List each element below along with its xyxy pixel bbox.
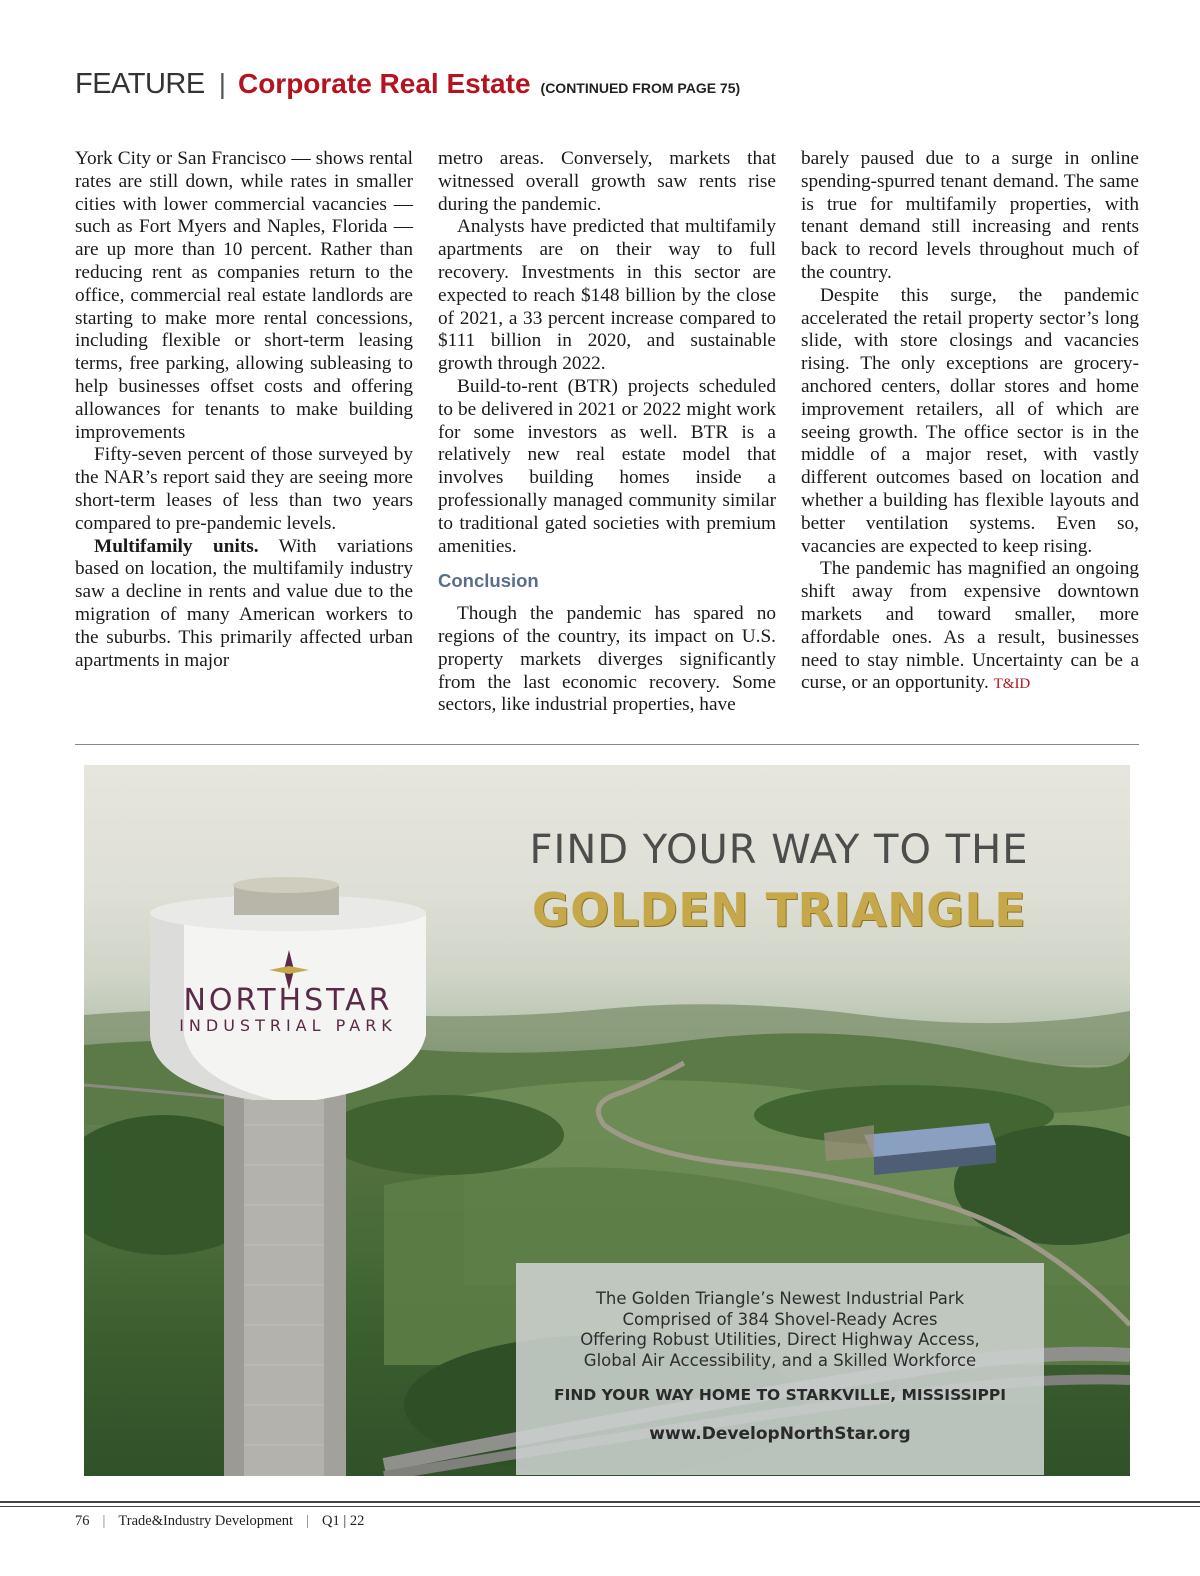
- logo-subtitle: INDUSTRIAL PARK: [179, 1016, 397, 1035]
- paragraph: York City or San Francisco — shows rental rates are still down, while rates in smaller cities with lower commercial vacancies — such as Fort Myers and Naples, Florida — are up more than 10 percent. Rather than reducing rent as companies return to the office, commercial real estate landlords are starting to make more rental concessions, including flexible or short-term leasing terms, free parking, allowing subleasing to help businesses offset costs and offering allowances for tenants to make building improvements: [75, 148, 413, 443]
- publication-name: Trade&Industry Development: [118, 1513, 294, 1529]
- footer-divider: |: [102, 1513, 106, 1529]
- article-column-3: [801, 148, 1139, 696]
- page-footer: [75, 1513, 364, 1530]
- article-column-1: [75, 148, 413, 672]
- paragraph: Fifty-seven percent of those surveyed by the NAR’s report said they are seeing more short-term leases of less than two years compared to pre-pandemic levels.: [75, 444, 413, 534]
- header-divider: |: [218, 68, 226, 99]
- paragraph: Though the pandemic has spared no regions of the country, its impact on U.S. property markets diverges significantly from the last economic recovery. Some sectors, like industrial properties, have: [438, 603, 776, 716]
- footer-rule: [0, 1506, 1200, 1507]
- ad-info-box: [516, 1263, 1044, 1475]
- paragraph: [801, 558, 1139, 696]
- paragraph: Analysts have predicted that multifamily apartments are on their way to full recovery. Investments in this sector are expected to reach $148 billion by the close of 2021, a 33 percent increase compared to $111 billion in 2020, and sustainable growth through 2022.: [438, 216, 776, 375]
- page-number: 76: [75, 1513, 90, 1529]
- run-in-heading: Multifamily units.: [94, 535, 259, 557]
- advertisement: [84, 765, 1130, 1476]
- paragraph: Despite this surge, the pandemic accelerated the retail property sector’s long slide, with store closings and vacancies rising. The only exceptions are grocery-anchored centers, dollar stores and home improvement retailers, all of which are seeing growth. The office sector is in the middle of a major reset, with vastly different outcomes based on location and whether a building has flexible layouts and better ventilation systems. Even so, vacancies are expected to keep rising.: [801, 284, 1139, 557]
- paragraph: [75, 536, 413, 673]
- ad-info-line: Comprised of 384 Shovel-Ready Acres: [622, 1309, 938, 1329]
- ad-info-line: Global Air Accessibility, and a Skilled Workforce: [583, 1350, 977, 1370]
- feature-label: FEATURE: [75, 68, 205, 100]
- ad-headline-2: GOLDEN TRIANGLE: [531, 883, 1027, 937]
- footer-rule: [0, 1501, 1200, 1503]
- paragraph: Build-to-rent (BTR) projects scheduled to be delivered in 2021 or 2022 might work for some investors as well. BTR is a relatively new real estate model that involves building homes inside a professionally managed community similar to traditional gated societies with premium amenities.: [438, 375, 776, 557]
- continued-note: (CONTINUED FROM PAGE 75): [540, 80, 741, 96]
- logo-name: NORTHSTAR: [183, 983, 393, 1018]
- section-divider: [75, 744, 1139, 745]
- ad-call-to-action: FIND YOUR WAY HOME TO STARKVILLE, MISSISSIPPI: [554, 1386, 1006, 1404]
- ad-info-line: The Golden Triangle’s Newest Industrial Park: [595, 1289, 965, 1308]
- ad-info-lines: [516, 1289, 1044, 1371]
- paragraph: metro areas. Conversely, markets that witnessed overall growth saw rents rise during the pandemic.: [438, 148, 776, 215]
- section-title: Corporate Real Estate: [237, 68, 531, 99]
- subheading-conclusion: Conclusion: [438, 570, 539, 592]
- ad-info-line: Offering Robust Utilities, Direct Highway Access,: [580, 1330, 980, 1349]
- end-mark: T&ID: [993, 676, 1031, 693]
- paragraph-text: The pandemic has magnified an ongoing shift away from expensive downtown markets and toward smaller, more affordable ones. As a result, businesses need to stay nimble. Uncertainty can be a curse, or an opportunity.: [801, 558, 1139, 694]
- article-column-2: [438, 148, 776, 717]
- paragraph-text: With variations based on location, the multifamily industry saw a decline in rents and value due to the migration of many American workers to the suburbs. This primarily affected urban apartments in major: [75, 535, 414, 671]
- footer-divider: |: [306, 1513, 309, 1529]
- paragraph: barely paused due to a surge in online spending-spurred tenant demand. The same is true for multifamily properties, with tenant demand still increasing and rents back to record levels throughout much of the country.: [801, 148, 1139, 283]
- ad-headline-1: FIND YOUR WAY TO THE: [529, 827, 1029, 873]
- ad-website-link[interactable]: www.DevelopNorthStar.org: [649, 1424, 911, 1444]
- issue-label: Q1 | 22: [321, 1513, 365, 1529]
- page-header: [75, 68, 740, 108]
- northstar-logo: [150, 983, 426, 1035]
